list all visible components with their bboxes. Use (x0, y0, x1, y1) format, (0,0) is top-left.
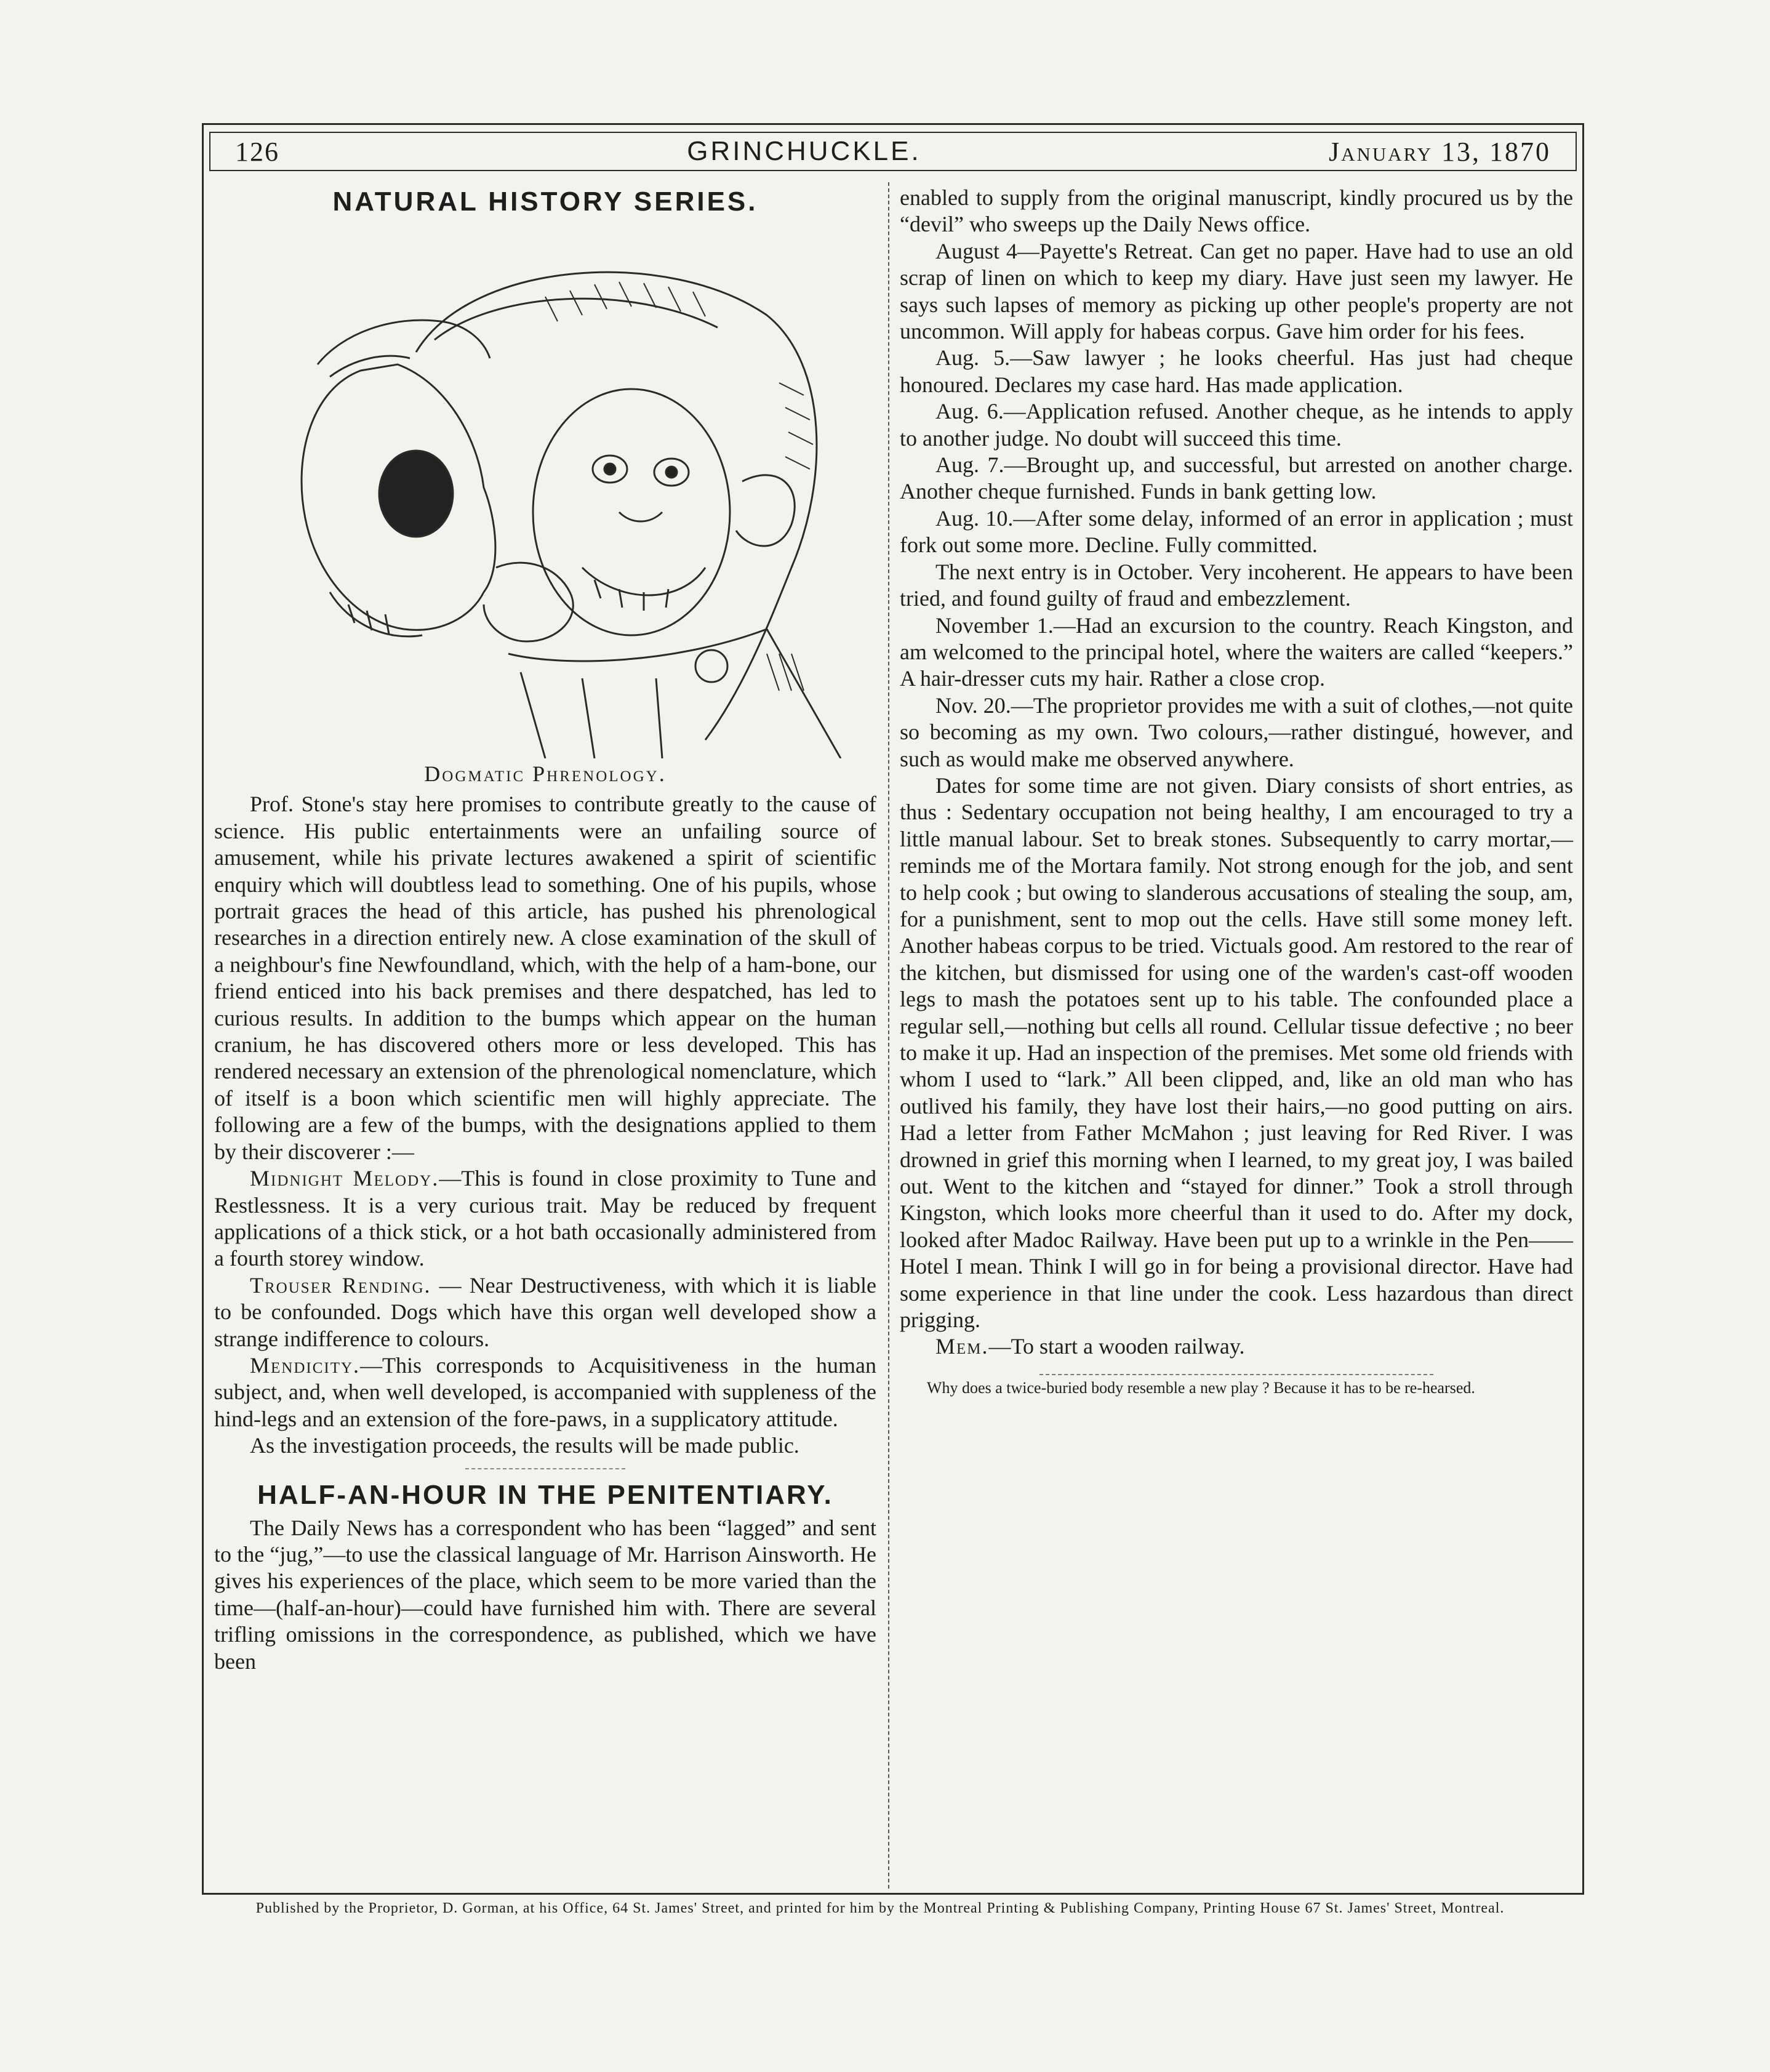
bump-name: Midnight Melody. (250, 1166, 439, 1191)
riddle-divider (1039, 1374, 1433, 1375)
article-paragraph: enabled to supply from the original manuscript, kindly procured us by the “devil” who sweeps up the Daily News office. (900, 185, 1573, 237)
diary-entry: Aug. 5.—Saw lawyer ; he looks cheerful. Has just had cheque honoured. Declares my case hard. Has made application. (900, 345, 1573, 397)
bump-name: Trouser Rending. (250, 1272, 431, 1298)
issue-date: January 13, 1870 (1328, 136, 1551, 167)
diary-entry: The next entry is in October. Very incoherent. He appears to have been tried, and found guilty of fraud and embezzlement. (900, 559, 1573, 611)
diary-entry: November 1.—Had an excursion to the country. Reach Kingston, and am welcomed to the principal hotel, where the waiters are called “keepers.” A hair-dresser cuts my hair. Rather a close crop. (900, 612, 1573, 691)
bump-description: —This corresponds to Acquisitiveness in the human subject, and, when well developed, is accompanied with suppleness of the hind-legs and an extension of the fore-paws, in a supplicatory attitude. (214, 1352, 876, 1431)
bump-description: —This is found in close proximity to Tune and Restlessness. It is a very curious trait. May be reduced by frequent applications of a thick stick, or a hot bath occasionally administered from a fourth storey window. (214, 1166, 876, 1271)
memo-label: Mem. (935, 1334, 989, 1359)
diary-entry: Dates for some time are not given. Diary consists of short entries, as thus : Sedentary occupation not being healthy, I am encouraged to try a little manual labour. Set to break stones. Subsequently to carry mortar,—reminds me of the Mortara family. Not strong enough for the job, and sent to help cook ; but owing to slanderous accusations of stealing the soup, am, for a punishment, sent to mop out the cells. Have still some money left. Another habeas corpus to be tried. Victuals good. Am restored to the rear of the kitchen, but dismissed for using one of the warden's cast-off wooden legs to mash the potatoes sent up to his table. The confounded place a regular sell,—nothing but cells all round. Cellular tissue defective ; no beer to make it up. Had an inspection of the premises. Met some old friends with whom I used to “lark.” All been clipped, and, like an old man who has outlived his family, they have lost their hairs,—no good putting on airs. Had a letter from Father McMahon ; just leaving for Red River. I was drowned in grief this morning when I learned, to my great joy, I was bailed out. Went to the kitchen and “stayed for dinner.” Took a stroll through Kingston, which looks more cheerful than it used to do. After my dock, looked after Madoc Railway. Have been put up to a wrinkle in the Pen—— Hotel I mean. Think I will go in for being a provisional director. Have had some experience in that line under the cook. Less hazardous than direct prigging. (900, 773, 1573, 1333)
page-header (209, 132, 1577, 171)
column-divider (888, 182, 889, 1889)
monkey-skull-illustration (238, 223, 853, 758)
left-column (214, 185, 876, 1889)
section-heading-penitentiary: HALF-AN-HOUR IN THE PENITENTIARY. (257, 1479, 833, 1510)
section-heading-natural-history: NATURAL HISTORY SERIES. (332, 187, 758, 217)
page-number: 126 (235, 136, 279, 167)
article-paragraph: The Daily News has a correspondent who has been “lagged” and sent to the “jug,”—to use the classical language of Mr. Harrison Ainsworth. He gives his experiences of the place, which seem to be more varied than the time—(half-an-hour)—could have furnished him with. There are several trifling omissions in the correspondence, as published, which we have been (214, 1515, 876, 1674)
bump-entry-mendicity (214, 1352, 876, 1432)
diary-entry: Aug. 7.—Brought up, and successful, but arrested on another charge. Another cheque furnished. Funds in bank getting low. (900, 452, 1573, 504)
article-closing: As the investigation proceeds, the results will be made public. (250, 1433, 799, 1458)
memo-entry (900, 1333, 1573, 1360)
bump-entry-midnight-melody (214, 1165, 876, 1272)
publisher-footer: Published by the Proprietor, D. Gorman, at his Office, 64 St. James' Street, and printed for him by the Montreal Printing & Publishing Company, Printing House 67 St. James' Street, Montreal. (255, 1900, 1505, 1916)
illustration-caption: Dogmatic Phrenology. (424, 761, 667, 786)
bump-name: Mendicity. (250, 1352, 361, 1378)
memo-text: —To start a wooden railway. (988, 1334, 1245, 1359)
section-divider (465, 1468, 625, 1469)
bump-entry-trouser-rending (214, 1272, 876, 1352)
diary-entry: Nov. 20.—The proprietor provides me with a suit of clothes,—not quite so becoming as my own. Two colours,—rather distingué, however, and such as would make me observed anywhere. (900, 693, 1573, 771)
diary-entry: Aug. 6.—Application refused. Another cheque, as he intends to apply to another judge. No doubt will succeed this time. (900, 399, 1573, 451)
bump-description: — Near Destructiveness, with which it is liable to be confounded. Dogs which have this organ well developed show a strange indifference to colours. (214, 1272, 876, 1351)
diary-entry: Aug. 10.—After some delay, informed of an error in application ; must fork out some more. Decline. Fully committed. (900, 505, 1573, 558)
masthead-title: GRINCHUCKLE. (687, 136, 921, 166)
riddle-text: Why does a twice-buried body resemble a new play ? Because it has to be re-hearsed. (927, 1378, 1475, 1397)
right-column (900, 185, 1573, 1889)
article-paragraph: Prof. Stone's stay here promises to contribute greatly to the cause of science. His public entertainments were an unfailing source of amusement, while his private lectures awakened a spirit of scientific enquiry which will doubtless lead to something. One of his pupils, whose portrait graces the head of this article, has pushed his phrenological researches in a direction entirely new. A close examination of the skull of a neighbour's fine Newfoundland, which, with the help of a ham-bone, our friend enticed into his back premises and there despatched, has led to curious results. In addition to the bumps which appear on the human cranium, he has discovered others more or less developed. This has rendered necessary an extension of the phrenological nomenclature, which of itself is a boon which scientific men will highly appreciate. The following are a few of the bumps, with the designations applied to them by their discoverer :— (214, 792, 876, 1164)
diary-entry: August 4—Payette's Retreat. Can get no paper. Have had to use an old scrap of linen on which to keep my diary. Have just seen my lawyer. He says such lapses of memory as picking up other people's property are not uncommon. Will apply for habeas corpus. Gave him order for his fees. (900, 238, 1573, 344)
